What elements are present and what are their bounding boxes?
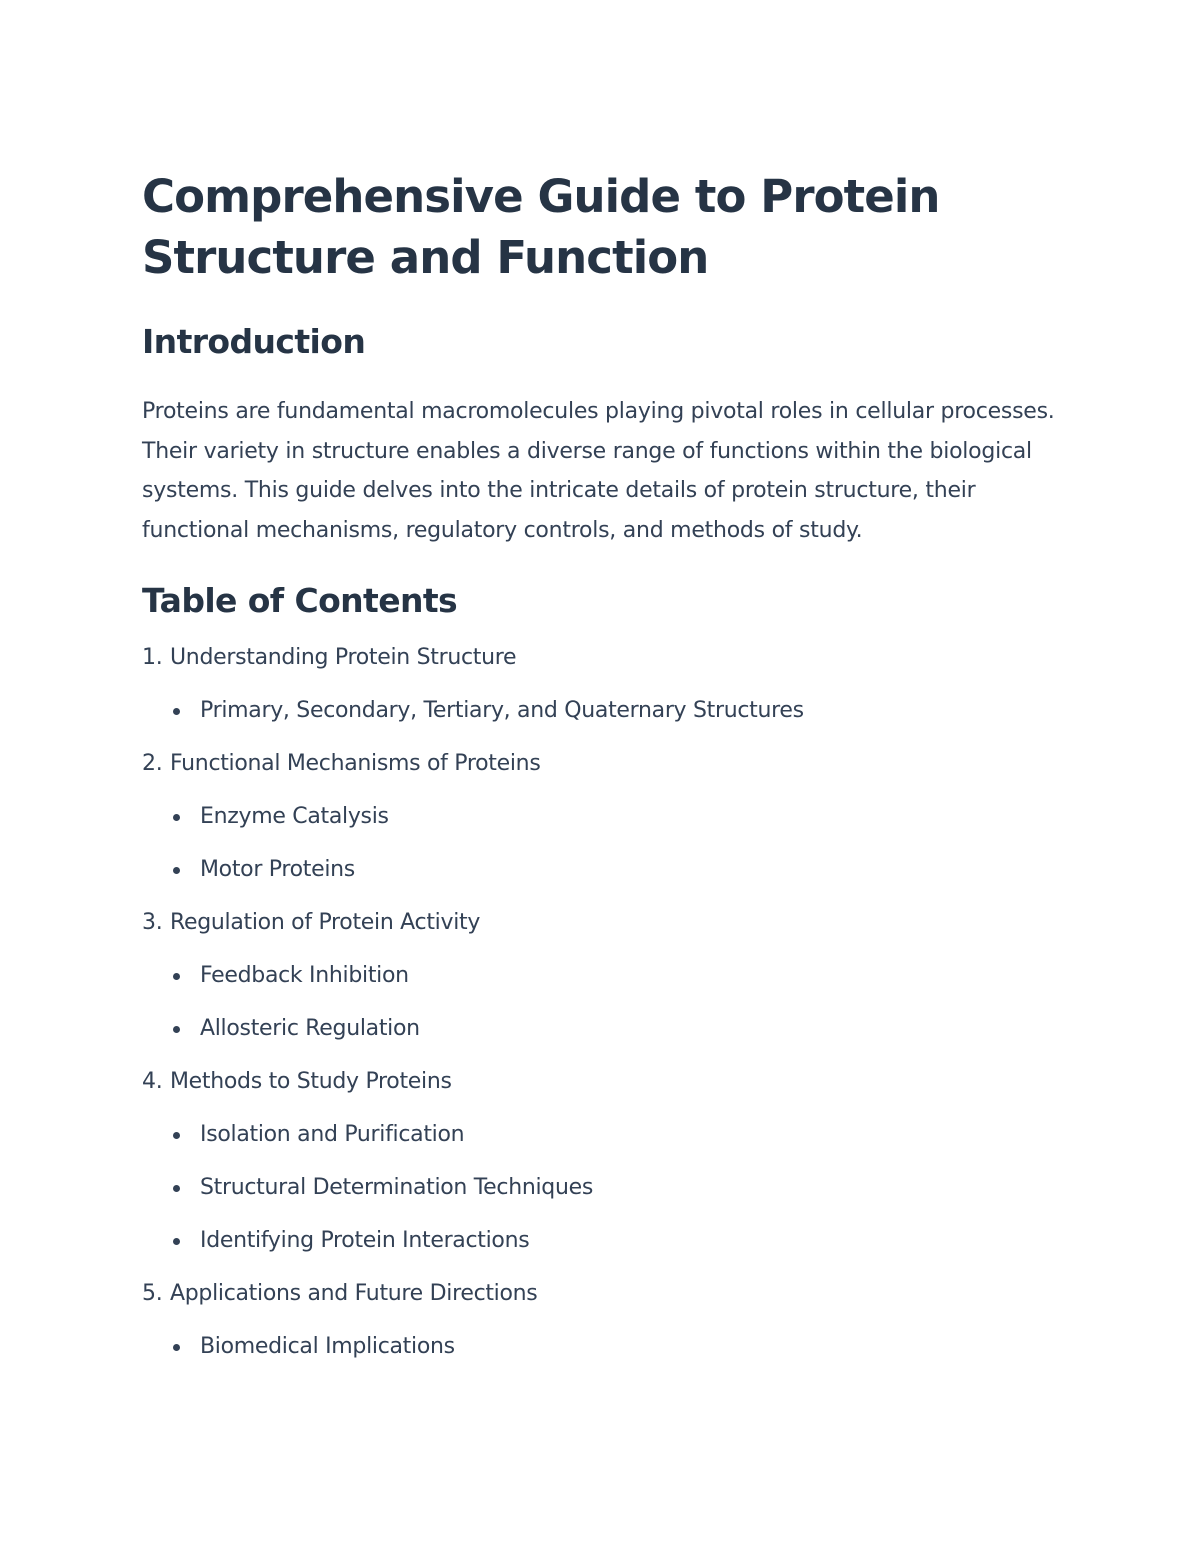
- introduction-paragraph: Proteins are fundamental macromolecules playing pivotal roles in cellular processes. Their variety in structure enables a diverse range of functions within the biological systems. This guide delves into the intricate details of protein structure, their functional mechanisms, regulatory controls, and methods of study.: [142, 399, 1055, 543]
- toc-subitem-label: Identifying Protein Interactions: [200, 1228, 530, 1253]
- toc-subitem-label: Allosteric Regulation: [200, 1016, 420, 1041]
- toc-item-label: Regulation of Protein Activity: [170, 910, 481, 935]
- toc-subitem: [142, 857, 1072, 883]
- toc-item-number: 5.: [142, 1281, 163, 1306]
- bullet-icon: [173, 708, 180, 715]
- bullet-icon: [173, 814, 180, 821]
- toc-item: [142, 1069, 1072, 1254]
- bullet-icon: [173, 1344, 180, 1351]
- introduction-heading: Introduction: [142, 322, 366, 361]
- bullet-icon: [173, 973, 180, 980]
- toc-item-label: Understanding Protein Structure: [170, 645, 517, 670]
- toc-item-number: 4.: [142, 1069, 163, 1094]
- toc-item-number: 1.: [142, 645, 163, 670]
- toc-item-label: Methods to Study Proteins: [170, 1069, 452, 1094]
- bullet-icon: [173, 1185, 180, 1192]
- document-page: [142, 166, 1072, 1387]
- toc-item-number: 2.: [142, 751, 163, 776]
- toc-subitem: [142, 1122, 1072, 1148]
- toc-item: [142, 910, 1072, 1042]
- toc-subitem: [142, 804, 1072, 830]
- toc-sublist: [142, 804, 1072, 883]
- toc-subitem-label: Isolation and Purification: [200, 1122, 465, 1147]
- document-title: Comprehensive Guide to Protein Structure and Function: [142, 170, 940, 284]
- toc-subitem-label: Feedback Inhibition: [200, 963, 409, 988]
- toc-item-label: Functional Mechanisms of Proteins: [170, 751, 541, 776]
- toc-item-number: 3.: [142, 910, 163, 935]
- bullet-icon: [173, 1238, 180, 1245]
- bullet-icon: [173, 1132, 180, 1139]
- toc-subitem: [142, 1016, 1072, 1042]
- toc-subitem: [142, 698, 1072, 724]
- toc-subitem: [142, 1334, 1072, 1360]
- toc-list: [142, 645, 1072, 1360]
- toc-sublist: [142, 1122, 1072, 1254]
- bullet-icon: [173, 1026, 180, 1033]
- toc-subitem: [142, 963, 1072, 989]
- toc-subitem-label: Biomedical Implications: [200, 1334, 455, 1359]
- bullet-icon: [173, 867, 180, 874]
- toc-subitem-label: Primary, Secondary, Tertiary, and Quaternary Structures: [200, 698, 804, 723]
- toc-subitem-label: Motor Proteins: [200, 857, 355, 882]
- toc-subitem-label: Enzyme Catalysis: [200, 804, 389, 829]
- toc-subitem: [142, 1228, 1072, 1254]
- toc-item-label: Applications and Future Directions: [170, 1281, 538, 1306]
- toc-sublist: [142, 1334, 1072, 1360]
- toc-item: [142, 751, 1072, 883]
- toc-item: [142, 1281, 1072, 1360]
- toc-subitem: [142, 1175, 1072, 1201]
- toc-heading: Table of Contents: [142, 581, 458, 620]
- toc-sublist: [142, 963, 1072, 1042]
- toc-sublist: [142, 698, 1072, 724]
- toc-subitem-label: Structural Determination Techniques: [200, 1175, 594, 1200]
- toc-item: [142, 645, 1072, 724]
